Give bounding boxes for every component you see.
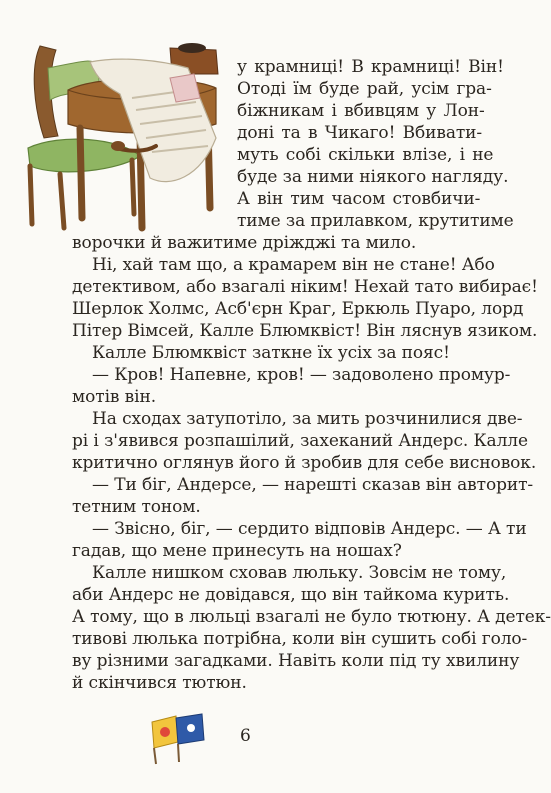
text-line: доні та в Чикаго! Вбивати-	[237, 123, 483, 143]
text-line: — Звісно, біг, — сердито відповів Андерс. — А ти	[92, 519, 527, 539]
text-line: детективом, або взагалі ніким! Нехай тато вибирає!	[72, 277, 538, 297]
text-line: Пітер Вімсей, Калле Блюмквіст! Він ляснув язиком.	[72, 321, 538, 341]
text-line: буде за ними ніякого нагляду.	[237, 167, 509, 187]
text-line: біжникам і вбивцям у Лон-	[237, 101, 485, 121]
text-line: Калле Блюмквіст заткне їх усіх за пояс!	[92, 343, 450, 363]
text-line: Ні, хай там що, а крамарем він не стане! Або	[92, 255, 495, 275]
page-number: 6	[240, 726, 251, 746]
text-line: Калле нишком сховав люльку. Зовсім не тому,	[92, 563, 507, 583]
text-line: критично оглянув його й зробив для себе висновок.	[72, 453, 537, 473]
text-line: у крамниці! В крамниці! Він!	[237, 57, 504, 77]
text-line: На сходах затупотіло, за мить розчинилися две-	[92, 409, 523, 429]
text-line: ву різними загадками. Навіть коли під ту хвилину	[72, 651, 520, 671]
text-line: мотів він.	[72, 387, 157, 407]
text-line: гадав, що мене принесуть на ношах?	[72, 541, 402, 561]
flags-icon	[148, 712, 208, 764]
text-line: муть собі скільки влізе, і не	[237, 145, 494, 165]
text-line: Отоді їм буде рай, усім гра-	[237, 79, 492, 99]
text-line: Шерлок Холмс, Асб'єрн Краг, Еркюль Пуаро, лорд	[72, 299, 524, 319]
text-line: А тому, що в люльці взагалі не було тютюну. А детек-	[72, 607, 551, 627]
text-line: — Кров! Напевне, кров! — задоволено промур-	[92, 365, 511, 385]
text-line: ворочки й важитиме дріжджі та мило.	[72, 233, 417, 253]
text-line: тетним тоном.	[72, 497, 201, 517]
text-line: — Ти біг, Андерсе, — нарешті сказав він авторит-	[92, 475, 534, 495]
text-line: рі і з'явився розпашілий, захеканий Андерс. Калле	[72, 431, 528, 451]
text-line: аби Андерс не довідався, що він тайкома курить.	[72, 585, 510, 605]
text-line: А він тим часом стовбичи-	[237, 189, 481, 209]
text-line: тиме за прилавком, крутитиме	[237, 211, 514, 231]
text-line: тивові люлька потрібна, коли він сушить собі голо-	[72, 629, 528, 649]
text-line: й скінчився тютюн.	[72, 673, 247, 693]
desk-chair-newspaper-illustration	[20, 28, 230, 228]
